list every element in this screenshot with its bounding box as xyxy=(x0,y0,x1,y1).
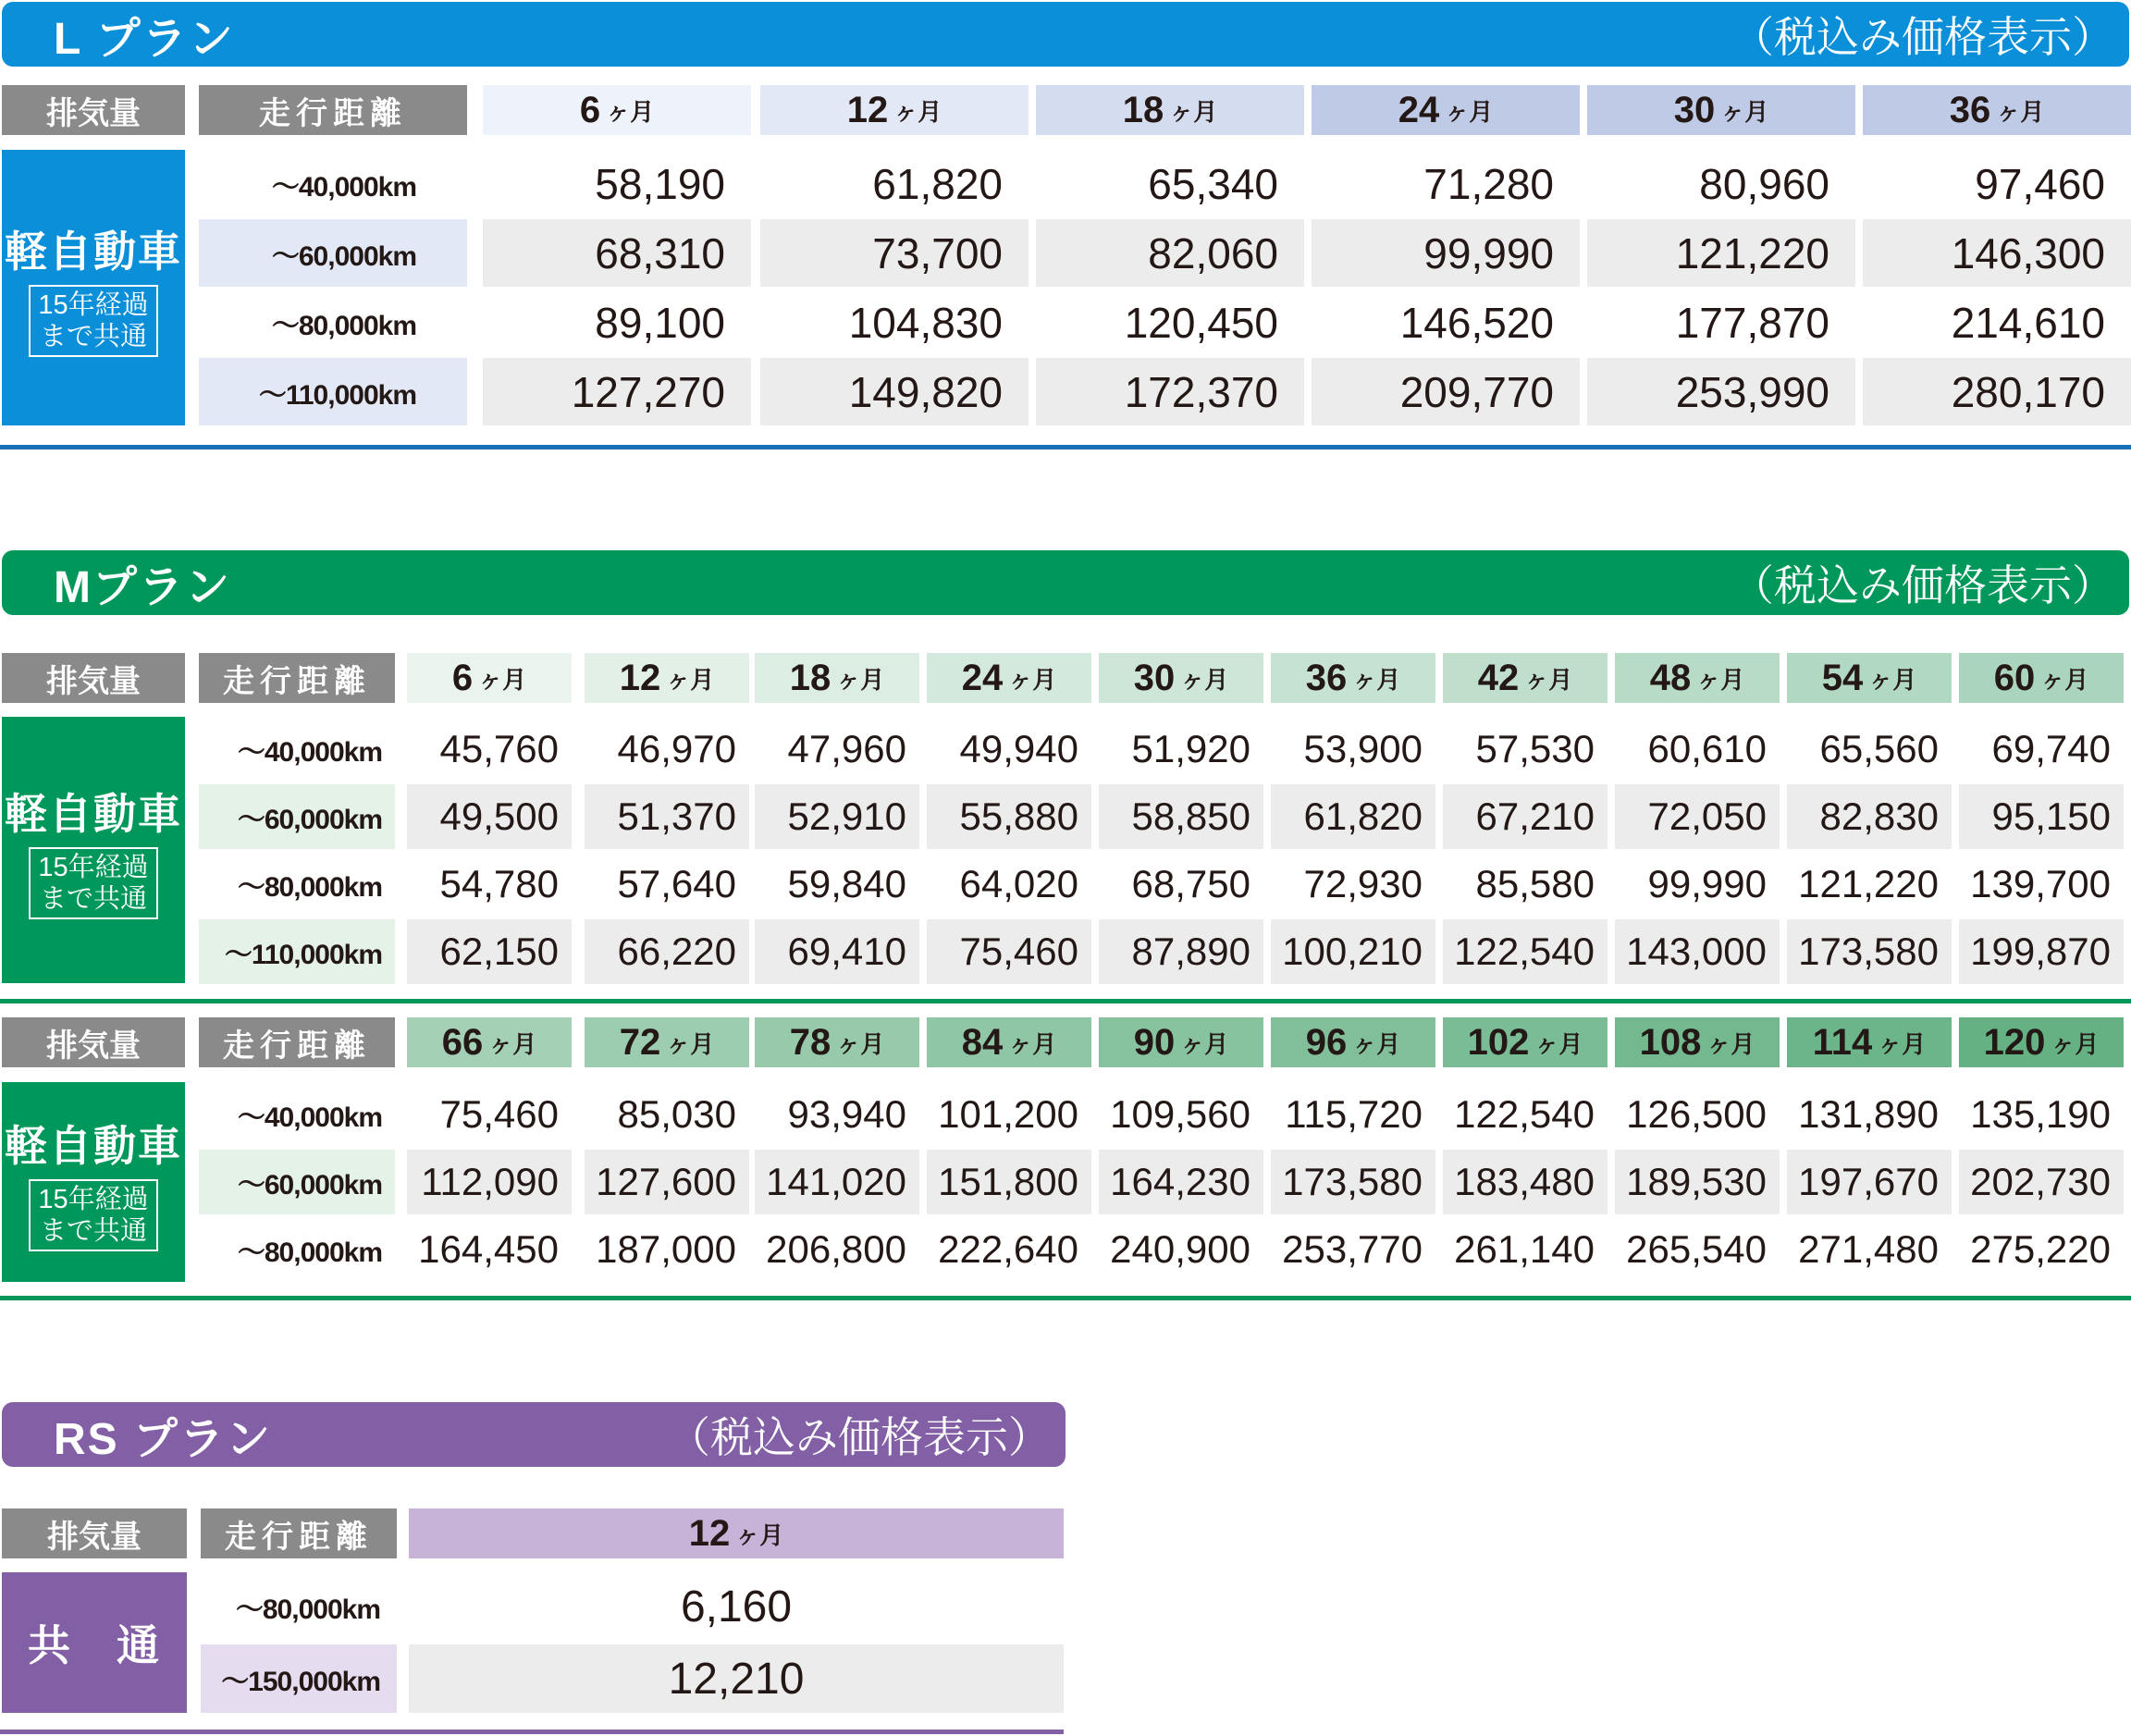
vehicle-type-label: 軽自動車 xyxy=(5,1122,182,1170)
common-label: 共 通 xyxy=(28,1621,161,1669)
month-header-84 xyxy=(927,1017,1091,1067)
month-unit: ヶ月 xyxy=(1996,97,2045,126)
price-cell: 72,050 xyxy=(1615,784,1780,849)
price-cell: 139,700 xyxy=(1970,862,2111,905)
month-number: 24 xyxy=(1398,89,1440,130)
month-number: 78 xyxy=(789,1021,831,1063)
distance-cell: ～60,000km xyxy=(199,1150,395,1214)
month-header-30 xyxy=(1099,653,1263,703)
price-cell: 64,020 xyxy=(959,862,1078,905)
month-number: 36 xyxy=(1949,89,1991,130)
month-header-120 xyxy=(1959,1017,2124,1067)
month-number: 30 xyxy=(1673,89,1716,130)
month-unit: ヶ月 xyxy=(666,665,715,694)
price-cell: 104,830 xyxy=(848,298,1003,347)
month-unit: ヶ月 xyxy=(893,97,942,126)
price-cell: 122,540 xyxy=(1443,919,1607,984)
price-cell: 253,990 xyxy=(1587,358,1855,425)
month-number: 60 xyxy=(1993,657,2036,698)
month-number: 102 xyxy=(1467,1021,1530,1063)
month-unit: ヶ月 xyxy=(836,1029,885,1058)
price-cell: 206,800 xyxy=(766,1227,906,1271)
m-plan-divider-rule xyxy=(0,999,2131,1003)
price-cell: 57,530 xyxy=(1475,727,1595,770)
price-cell: 61,820 xyxy=(872,159,1003,208)
month-number: 48 xyxy=(1649,657,1692,698)
month-unit: ヶ月 xyxy=(1868,665,1917,694)
price-cell: 61,820 xyxy=(1271,784,1435,849)
distance-header: 走行距離 xyxy=(199,1017,395,1067)
price-cell: 222,640 xyxy=(938,1227,1078,1271)
month-number: 120 xyxy=(1983,1021,2046,1063)
month-number: 42 xyxy=(1477,657,1520,698)
month-number: 90 xyxy=(1133,1021,1176,1063)
month-header-90 xyxy=(1099,1017,1263,1067)
price-cell: 73,700 xyxy=(760,219,1029,287)
month-header-102 xyxy=(1443,1017,1607,1067)
month-number: 96 xyxy=(1305,1021,1348,1063)
rs-plan-title: RS プラン xyxy=(54,1414,273,1464)
distance-cell: ～150,000km xyxy=(201,1644,397,1713)
price-cell: 97,460 xyxy=(1975,159,2105,208)
vehicle-note xyxy=(29,847,157,919)
month-header-12 xyxy=(409,1508,1064,1558)
vehicle-note-line2: まで共通 xyxy=(39,322,147,351)
month-number: 114 xyxy=(1812,1021,1873,1063)
month-number: 72 xyxy=(619,1021,661,1063)
vehicle-note xyxy=(29,285,157,357)
price-cell: 51,370 xyxy=(585,784,749,849)
month-unit: ヶ月 xyxy=(1008,1029,1057,1058)
price-cell: 253,770 xyxy=(1282,1227,1423,1271)
l-plan-banner xyxy=(2,2,2129,67)
month-header-66 xyxy=(407,1017,572,1067)
month-unit: ヶ月 xyxy=(666,1029,715,1058)
price-cell: 126,500 xyxy=(1626,1092,1767,1136)
price-cell: 120,450 xyxy=(1124,298,1278,347)
month-unit: ヶ月 xyxy=(1180,665,1229,694)
price-cell: 115,720 xyxy=(1285,1092,1423,1136)
month-unit: ヶ月 xyxy=(2051,1029,2100,1058)
price-cell: 189,530 xyxy=(1615,1150,1780,1214)
month-header-24 xyxy=(927,653,1091,703)
price-cell: 58,850 xyxy=(1099,784,1263,849)
price-cell: 6,160 xyxy=(680,1582,793,1631)
displacement-header: 排気量 xyxy=(2,1508,187,1558)
price-cell: 57,640 xyxy=(617,862,736,905)
month-unit: ヶ月 xyxy=(1706,1029,1755,1058)
price-cell: 82,060 xyxy=(1036,219,1304,287)
month-number: 36 xyxy=(1305,657,1348,698)
price-cell: 60,610 xyxy=(1647,727,1767,770)
price-cell: 122,540 xyxy=(1454,1092,1595,1136)
month-number: 18 xyxy=(1122,89,1164,130)
price-cell: 68,750 xyxy=(1131,862,1250,905)
month-unit: ヶ月 xyxy=(1445,97,1494,126)
vehicle-note xyxy=(29,1179,157,1251)
price-cell: 214,610 xyxy=(1951,298,2105,347)
month-unit: ヶ月 xyxy=(488,1029,537,1058)
m-plan-banner xyxy=(2,550,2129,615)
price-cell: 75,460 xyxy=(439,1092,559,1136)
month-header-96 xyxy=(1271,1017,1435,1067)
price-cell: 51,920 xyxy=(1131,727,1250,770)
price-cell: 55,880 xyxy=(927,784,1091,849)
month-number: 6 xyxy=(451,657,474,698)
price-cell: 173,580 xyxy=(1271,1150,1435,1214)
price-cell: 109,560 xyxy=(1110,1092,1250,1136)
month-header-6 xyxy=(407,653,572,703)
price-cell: 49,500 xyxy=(407,784,572,849)
displacement-header: 排気量 xyxy=(2,653,185,703)
price-cell: 146,520 xyxy=(1399,298,1554,347)
distance-cell: ～40,000km xyxy=(237,1102,382,1133)
month-number: 18 xyxy=(789,657,831,698)
month-unit: ヶ月 xyxy=(836,665,885,694)
distance-cell: ～80,000km xyxy=(235,1594,380,1625)
price-cell: 80,960 xyxy=(1699,159,1829,208)
price-cell: 271,480 xyxy=(1798,1227,1939,1271)
price-cell: 101,200 xyxy=(938,1092,1078,1136)
month-unit: ヶ月 xyxy=(1720,97,1769,126)
price-cell: 121,220 xyxy=(1587,219,1855,287)
price-cell: 99,990 xyxy=(1312,219,1580,287)
tax-note: （税込み価格表示） xyxy=(1731,561,2114,609)
price-cell: 197,670 xyxy=(1787,1150,1952,1214)
month-header-42 xyxy=(1443,653,1607,703)
vehicle-note-line2: まで共通 xyxy=(39,1216,147,1246)
price-cell: 87,890 xyxy=(1099,919,1263,984)
month-header-114 xyxy=(1787,1017,1952,1067)
distance-cell: ～40,000km xyxy=(271,171,416,203)
month-header-72 xyxy=(585,1017,749,1067)
m-plan-title: Mプラン xyxy=(54,562,231,612)
month-unit: ヶ月 xyxy=(1352,1029,1401,1058)
price-cell: 143,000 xyxy=(1615,919,1780,984)
vehicle-note-line1: 15年経過 xyxy=(38,290,149,320)
price-cell: 202,730 xyxy=(1959,1150,2124,1214)
l-plan-bottom-rule xyxy=(0,445,2131,449)
month-unit: ヶ月 xyxy=(1534,1029,1583,1058)
price-cell: 100,210 xyxy=(1271,919,1435,984)
price-cell: 72,930 xyxy=(1303,862,1423,905)
month-number: 54 xyxy=(1821,657,1864,698)
month-number: 12 xyxy=(688,1512,731,1554)
price-cell: 172,370 xyxy=(1036,358,1304,425)
month-header-18 xyxy=(1036,85,1304,135)
month-header-36 xyxy=(1863,85,2131,135)
distance-header: 走行距離 xyxy=(199,653,395,703)
price-cell: 46,970 xyxy=(617,727,736,770)
month-unit: ヶ月 xyxy=(606,97,655,126)
price-cell: 199,870 xyxy=(1959,919,2124,984)
price-cell: 45,760 xyxy=(439,727,559,770)
price-cell: 58,190 xyxy=(595,159,725,208)
price-cell: 75,460 xyxy=(927,919,1091,984)
price-cell: 69,410 xyxy=(755,919,919,984)
vehicle-note-line1: 15年経過 xyxy=(38,1185,149,1214)
price-cell: 65,340 xyxy=(1148,159,1278,208)
price-cell: 121,220 xyxy=(1798,862,1939,905)
month-header-12 xyxy=(585,653,749,703)
price-cell: 65,560 xyxy=(1819,727,1939,770)
distance-header: 走行距離 xyxy=(199,85,467,135)
l-plan-title: L プラン xyxy=(54,14,235,64)
tax-note: （税込み価格表示） xyxy=(1731,13,2114,61)
m-plan-vehicle-label-1 xyxy=(2,717,185,983)
price-cell: 275,220 xyxy=(1970,1227,2111,1271)
price-cell: 265,540 xyxy=(1626,1227,1767,1271)
month-number: 6 xyxy=(579,89,601,130)
month-number: 66 xyxy=(441,1021,484,1063)
price-cell: 209,770 xyxy=(1312,358,1580,425)
displacement-header: 排気量 xyxy=(2,1017,185,1067)
distance-cell: ～110,000km xyxy=(199,358,467,425)
distance-cell: ～80,000km xyxy=(237,1237,382,1268)
price-cell: 149,820 xyxy=(760,358,1029,425)
price-cell: 71,280 xyxy=(1423,159,1554,208)
price-cell: 52,910 xyxy=(755,784,919,849)
month-header-12 xyxy=(760,85,1029,135)
l-plan-vehicle-label xyxy=(2,150,185,425)
month-unit: ヶ月 xyxy=(1524,665,1573,694)
price-cell: 99,990 xyxy=(1647,862,1767,905)
price-cell: 151,800 xyxy=(927,1150,1091,1214)
vehicle-type-label: 軽自動車 xyxy=(5,228,182,276)
price-cell: 112,090 xyxy=(407,1150,572,1214)
price-cell: 141,020 xyxy=(755,1150,919,1214)
price-cell: 66,220 xyxy=(585,919,749,984)
price-cell: 131,890 xyxy=(1798,1092,1939,1136)
month-header-78 xyxy=(755,1017,919,1067)
price-cell: 62,150 xyxy=(407,919,572,984)
price-cell: 240,900 xyxy=(1110,1227,1250,1271)
price-cell: 187,000 xyxy=(596,1227,736,1271)
month-number: 24 xyxy=(961,657,1004,698)
month-number: 108 xyxy=(1639,1021,1702,1063)
tax-note: （税込み価格表示） xyxy=(668,1413,1051,1461)
price-cell: 89,100 xyxy=(595,298,725,347)
month-unit: ヶ月 xyxy=(735,1521,784,1549)
month-unit: ヶ月 xyxy=(1878,1029,1927,1058)
displacement-header: 排気量 xyxy=(2,85,185,135)
month-header-18 xyxy=(755,653,919,703)
distance-cell: ～80,000km xyxy=(271,310,416,341)
price-cell: 146,300 xyxy=(1863,219,2131,287)
month-unit: ヶ月 xyxy=(1180,1029,1229,1058)
price-cell: 127,270 xyxy=(483,358,751,425)
month-number: 30 xyxy=(1133,657,1176,698)
distance-cell: ～40,000km xyxy=(237,737,382,768)
month-header-30 xyxy=(1587,85,1855,135)
month-header-48 xyxy=(1615,653,1780,703)
month-unit: ヶ月 xyxy=(1352,665,1401,694)
price-cell: 68,310 xyxy=(483,219,751,287)
vehicle-note-line1: 15年経過 xyxy=(38,853,149,882)
month-header-6 xyxy=(483,85,751,135)
month-unit: ヶ月 xyxy=(1169,97,1218,126)
rs-plan-bottom-rule xyxy=(0,1730,1064,1734)
price-cell: 67,210 xyxy=(1443,784,1607,849)
vehicle-type-label: 軽自動車 xyxy=(5,790,182,838)
distance-cell: ～60,000km xyxy=(199,219,467,287)
rs-plan-common-label xyxy=(2,1572,187,1713)
month-header-54 xyxy=(1787,653,1952,703)
month-unit: ヶ月 xyxy=(478,665,527,694)
month-unit: ヶ月 xyxy=(2040,665,2089,694)
month-number: 84 xyxy=(961,1021,1004,1063)
price-cell: 93,940 xyxy=(787,1092,906,1136)
distance-cell: ～80,000km xyxy=(237,872,382,903)
distance-header: 走行距離 xyxy=(201,1508,397,1558)
vehicle-note-line2: まで共通 xyxy=(39,884,147,914)
rs-plan-banner xyxy=(2,1402,1066,1467)
price-cell: 177,870 xyxy=(1675,298,1829,347)
month-unit: ヶ月 xyxy=(1696,665,1745,694)
month-header-36 xyxy=(1271,653,1435,703)
price-cell: 173,580 xyxy=(1787,919,1952,984)
month-header-60 xyxy=(1959,653,2124,703)
month-number: 12 xyxy=(619,657,661,698)
price-cell: 135,190 xyxy=(1970,1092,2111,1136)
price-cell: 85,580 xyxy=(1475,862,1595,905)
price-cell: 164,230 xyxy=(1099,1150,1263,1214)
price-cell: 261,140 xyxy=(1454,1227,1595,1271)
price-cell: 69,740 xyxy=(1991,727,2111,770)
price-cell: 47,960 xyxy=(787,727,906,770)
price-cell: 53,900 xyxy=(1303,727,1423,770)
price-cell: 59,840 xyxy=(787,862,906,905)
m-plan-bottom-rule xyxy=(0,1296,2131,1300)
price-cell: 95,150 xyxy=(1959,784,2124,849)
m-plan-vehicle-label-2 xyxy=(2,1082,185,1282)
month-header-24 xyxy=(1312,85,1580,135)
price-cell: 82,830 xyxy=(1787,784,1952,849)
price-cell: 49,940 xyxy=(959,727,1078,770)
month-unit: ヶ月 xyxy=(1008,665,1057,694)
price-cell: 12,210 xyxy=(409,1644,1064,1713)
price-cell: 183,480 xyxy=(1443,1150,1607,1214)
month-number: 12 xyxy=(846,89,889,130)
price-cell: 54,780 xyxy=(439,862,559,905)
distance-cell: ～60,000km xyxy=(199,784,395,849)
month-header-108 xyxy=(1615,1017,1780,1067)
price-cell: 164,450 xyxy=(418,1227,559,1271)
price-cell: 85,030 xyxy=(617,1092,736,1136)
price-cell: 127,600 xyxy=(585,1150,749,1214)
price-cell: 280,170 xyxy=(1863,358,2131,425)
distance-cell: ～110,000km xyxy=(199,919,395,984)
